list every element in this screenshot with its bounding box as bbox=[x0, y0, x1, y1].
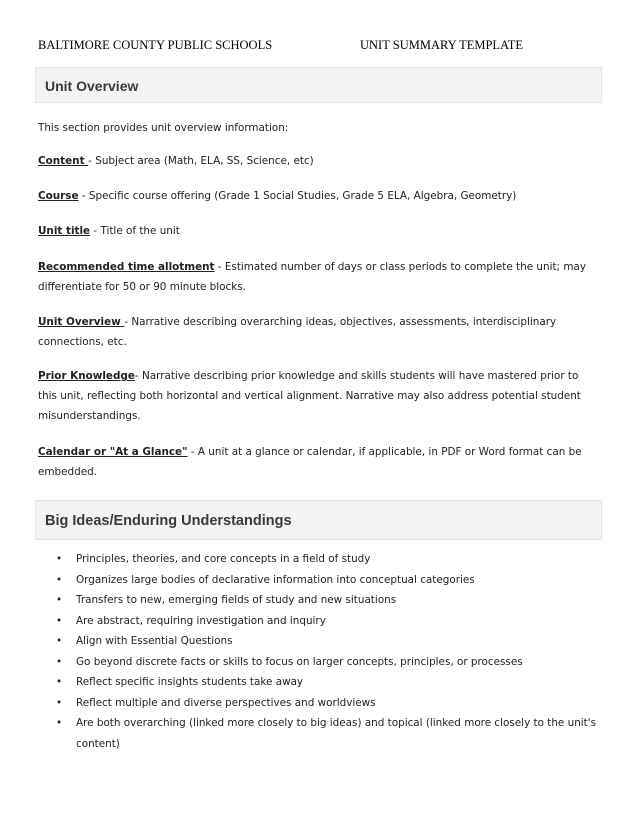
item-content bbox=[38, 151, 600, 171]
item-desc: - Title of the unit bbox=[90, 225, 180, 237]
list-item: • Align with Essential Questions bbox=[38, 631, 598, 652]
bullet-icon: • bbox=[56, 573, 63, 586]
list-item: • Go beyond discrete facts or skills to focus on larger concepts, principles, or processes bbox=[38, 652, 598, 673]
list-item: • Transfers to new, emerging fields of study and new situations bbox=[38, 590, 598, 611]
item-term: Calendar or "At a Glance" bbox=[38, 446, 188, 458]
bullet-icon: • bbox=[56, 655, 63, 668]
list-item: • Are abstract, requiring investigation and inquiry bbox=[38, 611, 598, 632]
item-desc: - Subject area (Math, ELA, SS, Science, etc) bbox=[88, 155, 314, 167]
item-desc: - Estimated number of days or class periods to complete the unit; may differentiate for 50 or 90 minute blocks. bbox=[38, 261, 586, 293]
bullet-icon: • bbox=[56, 594, 63, 606]
item-prior-knowledge bbox=[38, 366, 600, 426]
item-desc: - Specific course offering (Grade 1 Social Studies, Grade 5 ELA, Algebra, Geometry) bbox=[78, 190, 517, 202]
list-item: • Organizes large bodies of declarative information into conceptual categories bbox=[38, 570, 598, 591]
list-item: • Reflect multiple and diverse perspectives and worldviews bbox=[38, 693, 598, 714]
big-ideas-heading: Big Ideas/Enduring Understandings bbox=[35, 500, 602, 540]
district-name: BALTIMORE COUNTY PUBLIC SCHOOLS bbox=[38, 38, 273, 52]
unit-overview-intro: This section provides unit overview information: bbox=[38, 122, 289, 134]
item-calendar bbox=[38, 442, 600, 482]
item-term: Unit Overview bbox=[38, 316, 125, 328]
template-name: UNIT SUMMARY TEMPLATE bbox=[360, 38, 523, 52]
item-term: Content bbox=[38, 155, 89, 167]
item-term: Recommended time allotment bbox=[38, 261, 215, 273]
bullet-icon: • bbox=[56, 614, 63, 627]
item-course bbox=[38, 186, 600, 206]
item-desc: - Narrative describing overarching ideas, objectives, assessments, interdisciplinary connections, etc. bbox=[38, 316, 557, 348]
item-term: Course bbox=[38, 190, 79, 202]
item-desc: - A unit at a glance or calendar, if applicable, in PDF or Word format can be embedded. bbox=[38, 446, 582, 478]
item-term: Prior Knowledge bbox=[38, 370, 135, 382]
item-time-allotment bbox=[38, 257, 600, 297]
bullet-icon: • bbox=[56, 717, 63, 729]
list-item: • Reflect specific insights students take away bbox=[38, 672, 598, 693]
list-item: • Are both overarching (linked more closely to big ideas) and topical (linked more closely to the unit's content) bbox=[38, 713, 598, 754]
unit-overview-heading: Unit Overview bbox=[35, 67, 602, 103]
big-ideas-list bbox=[38, 549, 598, 754]
item-unit-overview bbox=[38, 312, 600, 352]
bullet-icon: • bbox=[56, 676, 63, 688]
bullet-icon: • bbox=[56, 553, 63, 565]
item-term: Unit title bbox=[38, 225, 91, 237]
list-item: • Principles, theories, and core concepts in a field of study bbox=[38, 549, 598, 570]
page-header bbox=[38, 38, 598, 54]
bullet-icon: • bbox=[56, 696, 63, 709]
bullet-icon: • bbox=[56, 635, 63, 647]
item-desc: - Narrative describing prior knowledge and skills students will have mastered prior to this unit, reflecting both horizontal and vertical alignment. Narrative may also address potential student misunderstandings. bbox=[38, 370, 581, 422]
item-unit-title bbox=[38, 221, 600, 241]
